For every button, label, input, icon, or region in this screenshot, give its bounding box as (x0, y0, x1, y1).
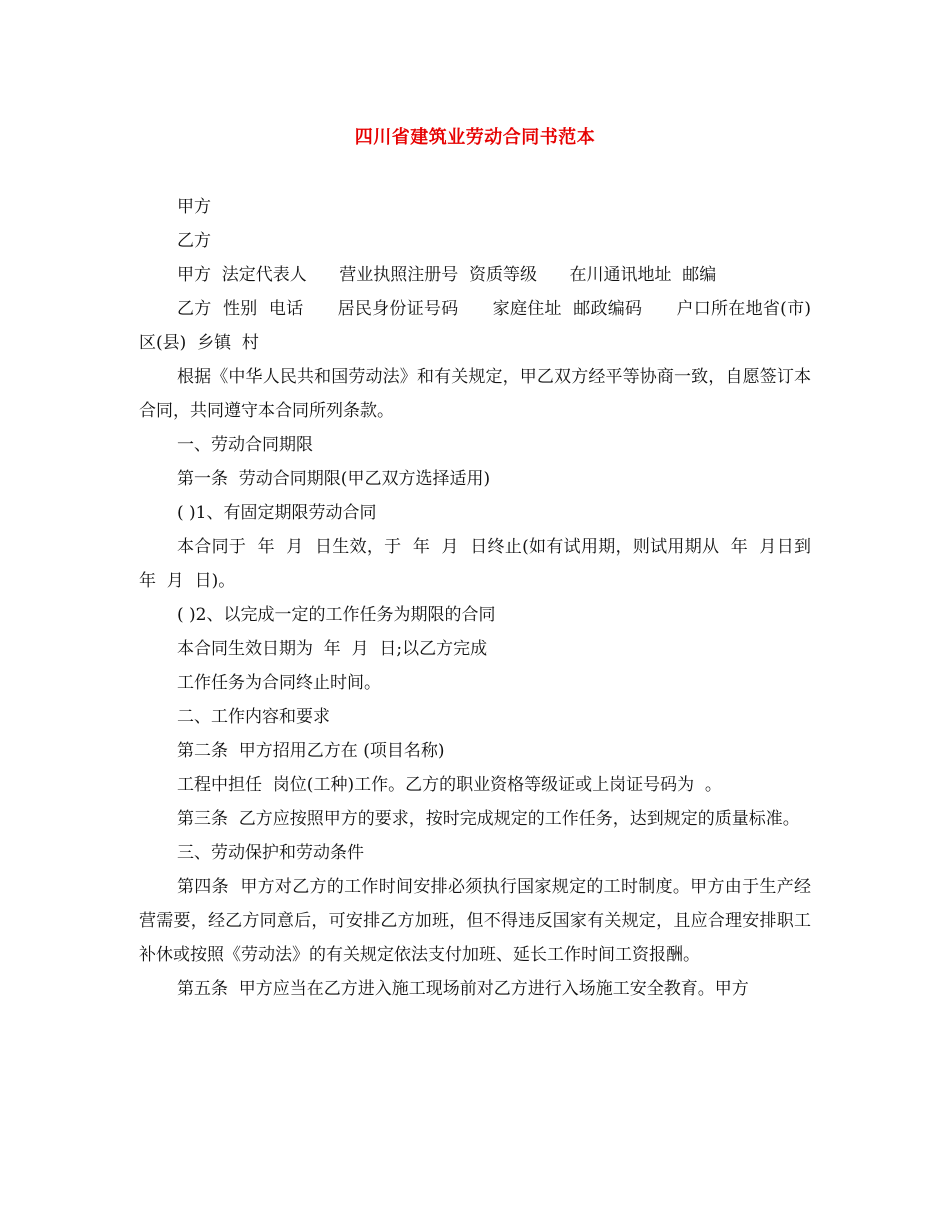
option-2: ( )2、以完成一定的工作任务为期限的合同 (177, 605, 496, 625)
preamble-paragraph: 根据《中华人民共和国劳动法》和有关规定，甲乙双方经平等协商一致，自愿签订本合同，共同遵守本合同所列条款。 (139, 367, 811, 421)
document-title: 四川省建筑业劳动合同书范本 (354, 127, 596, 148)
article-1: 第一条 劳动合同期限(甲乙双方选择适用) (177, 469, 491, 489)
option-1: ( )1、有固定期限劳动合同 (177, 503, 377, 523)
section-heading-1: 一、劳动合同期限 (177, 435, 313, 455)
option-2-text-cont: 工作任务为合同终止时间。 (177, 673, 381, 693)
section-heading-2: 二、工作内容和要求 (177, 707, 330, 727)
document-body (139, 190, 822, 1006)
article-3: 第三条 乙方应按照甲方的要求，按时完成规定的工作任务，达到规定的质量标准。 (177, 809, 800, 829)
article-5: 第五条 甲方应当在乙方进入施工现场前对乙方进行入场施工安全教育。甲方 (177, 979, 749, 999)
party-b-line: 乙方 (177, 231, 211, 251)
option-1-text: 本合同于 年 月 日生效，于 年 月 日终止(如有试用期，则试用期从 年 月日到 年 月 日)。 (139, 537, 822, 591)
section-heading-3: 三、劳动保护和劳动条件 (177, 843, 364, 863)
party-b-details: 乙方 性别 电话 居民身份证号码 家庭住址 邮政编码 户口所在地省(市) 区(县) 乡镇 村 (139, 299, 822, 353)
party-a-details: 甲方 法定代表人 营业执照注册号 资质等级 在川通讯地址 邮编 (177, 265, 717, 285)
party-a-line: 甲方 (177, 197, 211, 217)
article-4: 第四条 甲方对乙方的工作时间安排必须执行国家规定的工时制度。甲方由于生产经营需要，经乙方同意后，可安排乙方加班，但不得违反国家有关规定，且应合理安排职工补休或按照《劳动法》的有关规定依法支付加班、延长工作时间工资报酬。 (139, 877, 811, 965)
option-2-text: 本合同生效日期为 年 月 日;以乙方完成 (177, 639, 488, 659)
article-2: 第二条 甲方招用乙方在 (项目名称) (177, 741, 445, 761)
article-2-cont: 工程中担任 岗位(工种)工作。乙方的职业资格等级证或上岗证号码为 。 (177, 775, 722, 795)
